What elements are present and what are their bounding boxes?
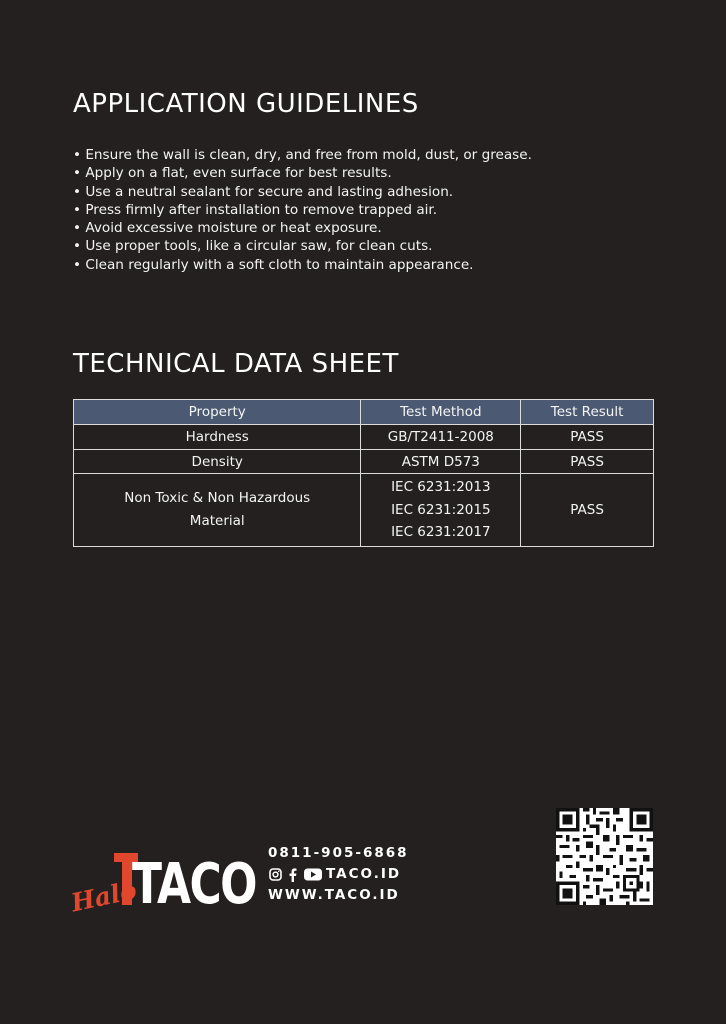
cell-method: [361, 474, 521, 547]
website-link[interactable]: WWW.TACO.ID: [268, 887, 400, 903]
table-row: [74, 425, 654, 449]
tds-title: TECHNICAL DATA SHEET: [73, 349, 399, 379]
table-row: [74, 474, 654, 547]
property-line: Material: [189, 513, 245, 530]
facebook-icon: [286, 868, 300, 882]
youtube-icon: [304, 868, 322, 882]
list-item: • Clean regularly with a soft cloth to maintain appearance.: [73, 256, 532, 274]
social-row: [268, 864, 409, 885]
cell-result: PASS: [521, 474, 654, 547]
logo-script: Halo: [68, 875, 140, 918]
column-header-property: Property: [74, 400, 361, 425]
method-line: IEC 6231:2013: [391, 479, 491, 496]
cell-result: PASS: [521, 449, 654, 473]
list-item: • Apply on a flat, even surface for best results.: [73, 164, 532, 182]
column-header-method: Test Method: [361, 400, 521, 425]
cell-method: GB/T2411-2008: [361, 425, 521, 449]
logo-text: TACO: [132, 852, 256, 917]
social-handle: TACO.ID: [326, 866, 402, 882]
column-header-result: Test Result: [521, 400, 654, 425]
cell-property: Density: [74, 449, 361, 473]
table-row: [74, 449, 654, 473]
list-item: • Use a neutral sealant for secure and lasting adhesion.: [73, 183, 532, 201]
phone-number: 0811-905-6868: [268, 845, 409, 861]
method-line: IEC 6231:2015: [391, 501, 491, 518]
list-item: • Avoid excessive moisture or heat exposure.: [73, 219, 532, 237]
table-header-row: [74, 400, 654, 425]
qr-code: [556, 808, 653, 905]
method-line: IEC 6231:2017: [391, 524, 491, 541]
list-item: • Ensure the wall is clean, dry, and free from mold, dust, or grease.: [73, 146, 532, 164]
taco-logo: [68, 845, 260, 918]
list-item: • Press firmly after installation to remove trapped air.: [73, 201, 532, 219]
guidelines-title: APPLICATION GUIDELINES: [73, 89, 419, 119]
cell-method: ASTM D573: [361, 449, 521, 473]
cell-property: Hardness: [74, 425, 361, 449]
property-line: Non Toxic & Non Hazardous: [124, 490, 311, 507]
cell-result: PASS: [521, 425, 654, 449]
cell-property: [74, 474, 361, 547]
list-item: • Use proper tools, like a circular saw, for clean cuts.: [73, 237, 532, 255]
tds-table: [73, 399, 654, 547]
guidelines-list: [73, 146, 532, 274]
contact-block: [268, 843, 409, 906]
instagram-icon: [268, 868, 282, 882]
